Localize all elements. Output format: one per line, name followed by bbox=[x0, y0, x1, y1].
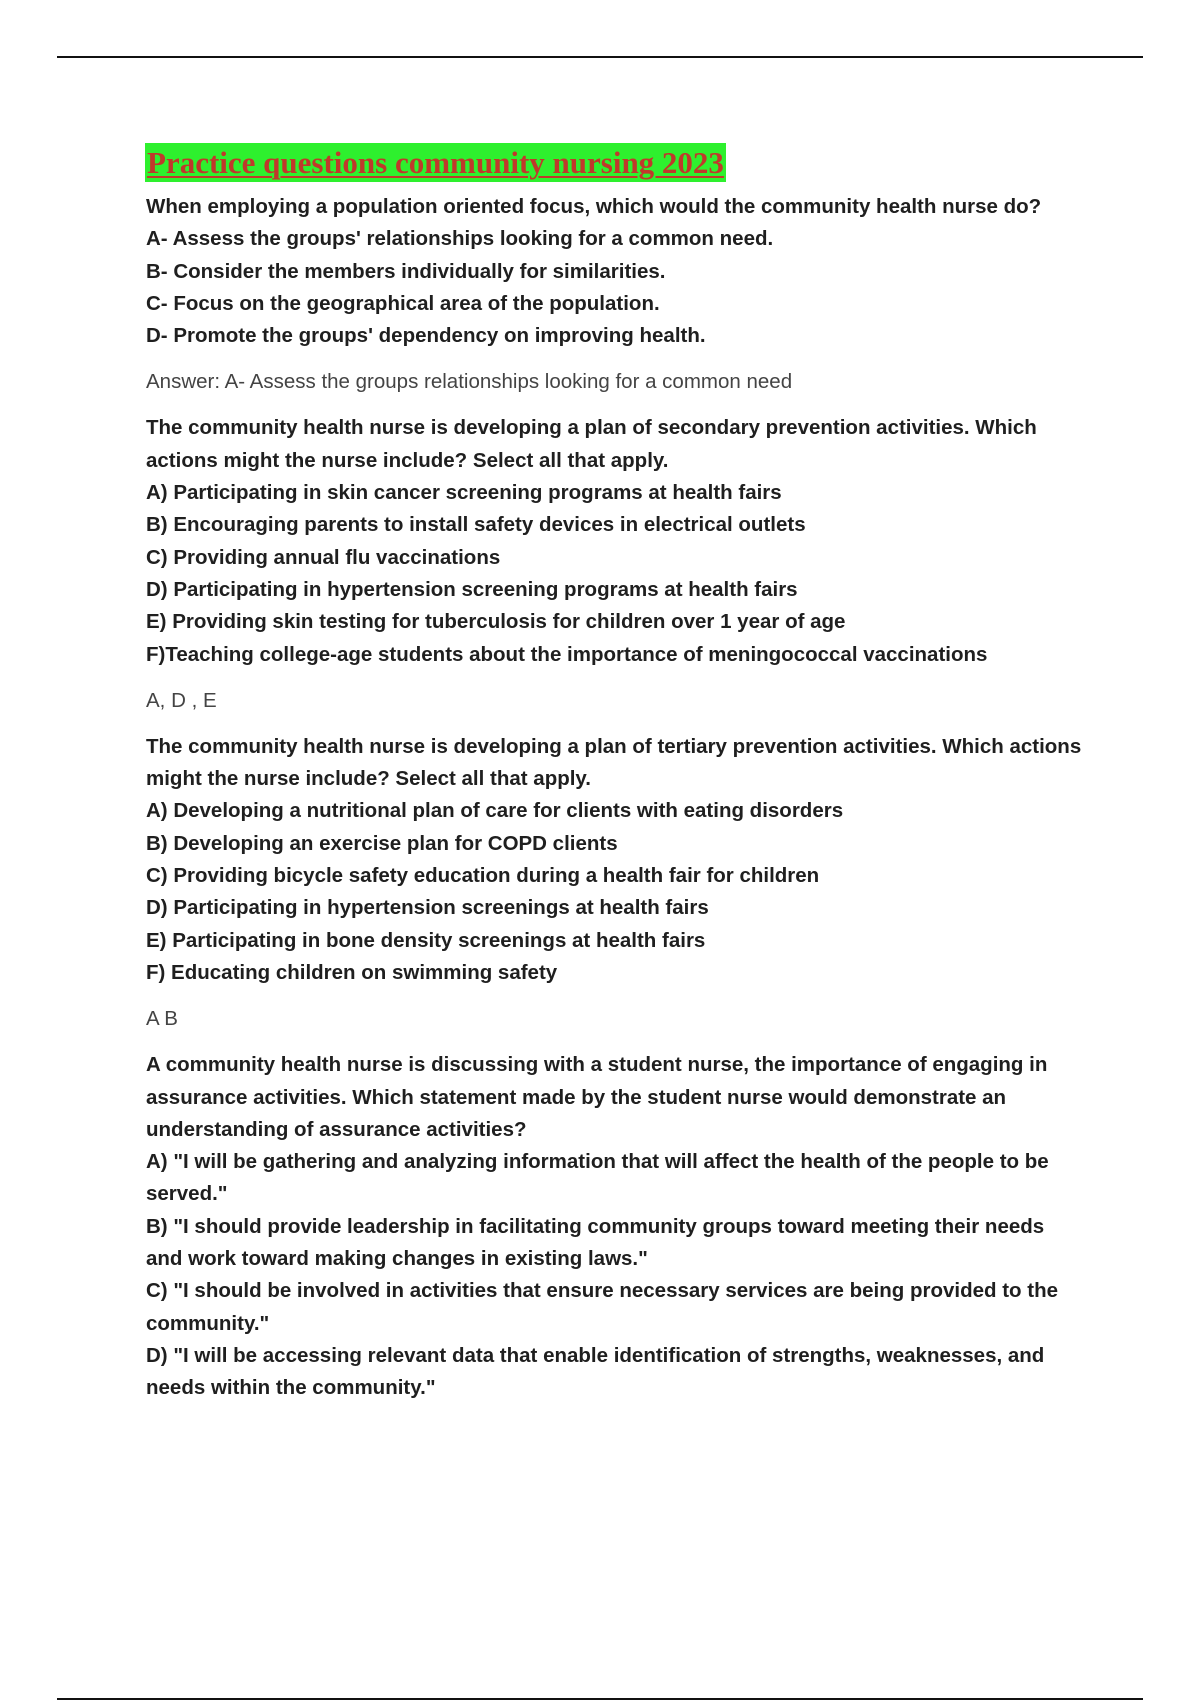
option-list bbox=[146, 477, 1086, 671]
document-content bbox=[146, 143, 1086, 1405]
option-item: F)Teaching college-age students about the importance of meningococcal vaccinations bbox=[146, 642, 988, 666]
question-block bbox=[146, 731, 1086, 1035]
option-item: B- Consider the members individually for similarities. bbox=[146, 259, 666, 283]
answer-text: Answer: A- Assess the groups relationships looking for a common need bbox=[146, 370, 793, 394]
answer-text: A B bbox=[146, 1007, 178, 1031]
option-item: A- Assess the groups' relationships looking for a common need. bbox=[146, 227, 774, 251]
option-item: A) Developing a nutritional plan of care for clients with eating disorders bbox=[146, 799, 844, 823]
question-text: The community health nurse is developing a plan of tertiary prevention activities. Which actions might the nurse include? Select all that apply. bbox=[146, 734, 1082, 791]
answer-text: A, D , E bbox=[146, 688, 217, 712]
option-item: C) Providing annual flu vaccinations bbox=[146, 545, 501, 569]
option-item: C) Providing bicycle safety education during a health fair for children bbox=[146, 864, 820, 888]
option-item: B) Developing an exercise plan for COPD clients bbox=[146, 831, 618, 855]
option-list bbox=[146, 1146, 1086, 1404]
option-item: F) Educating children on swimming safety bbox=[146, 960, 558, 984]
option-item: A) "I will be gathering and analyzing information that will affect the health of the people to be served." bbox=[146, 1150, 1049, 1206]
option-item: D) "I will be accessing relevant data that enable identification of strengths, weaknesses, and needs within the community." bbox=[146, 1343, 1045, 1400]
option-item: E) Participating in bone density screenings at health fairs bbox=[146, 928, 706, 952]
option-list bbox=[146, 223, 1086, 352]
question-block bbox=[146, 191, 1086, 398]
question-block bbox=[146, 412, 1086, 716]
question-block bbox=[146, 1049, 1086, 1404]
page-title: Practice questions community nursing 2023 bbox=[147, 145, 724, 180]
option-item: E) Providing skin testing for tuberculosis for children over 1 year of age bbox=[146, 610, 846, 634]
option-item: C) "I should be involved in activities that ensure necessary services are being provided to the community." bbox=[146, 1279, 1059, 1335]
option-item: D) Participating in hypertension screening programs at health fairs bbox=[146, 577, 798, 601]
option-list bbox=[146, 795, 1086, 989]
option-item: A) Participating in skin cancer screening programs at health fairs bbox=[146, 481, 782, 505]
option-item: C- Focus on the geographical area of the population. bbox=[146, 291, 660, 315]
question-text: A community health nurse is discussing with a student nurse, the importance of engaging in assurance activities. Which statement made by the student nurse would demonstrate an understanding of assurance activities? bbox=[146, 1053, 1048, 1141]
question-text: When employing a population oriented focus, which would the community health nurse do? bbox=[146, 195, 1042, 218]
option-item: B) Encouraging parents to install safety devices in electrical outlets bbox=[146, 513, 806, 537]
option-item: D) Participating in hypertension screenings at health fairs bbox=[146, 896, 709, 920]
option-item: D- Promote the groups' dependency on improving health. bbox=[146, 324, 706, 348]
option-item: B) "I should provide leadership in facilitating community groups toward meeting their needs and work toward making changes in existing laws." bbox=[146, 1214, 1045, 1271]
header-rule bbox=[57, 56, 1143, 58]
question-text: The community health nurse is developing a plan of secondary prevention activities. Which actions might the nurse include? Select all that apply. bbox=[146, 416, 1037, 472]
